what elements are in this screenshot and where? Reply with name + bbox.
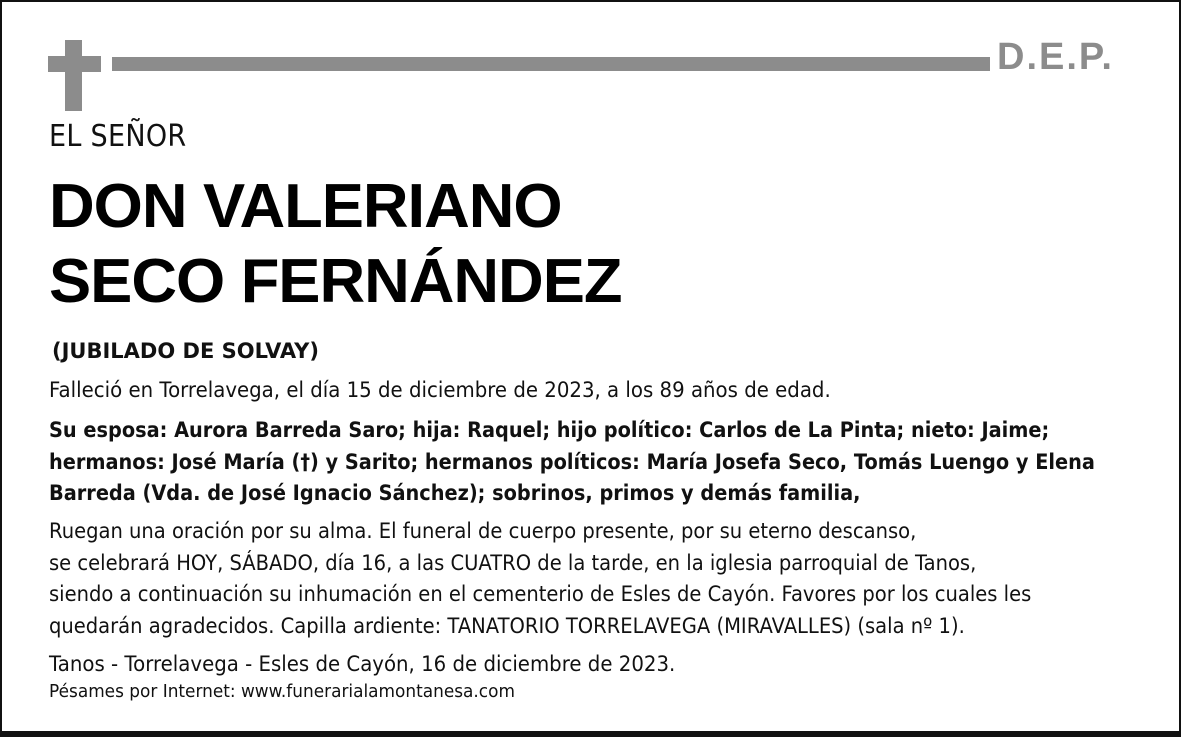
deceased-name-line-1: DON VALERIANO bbox=[49, 172, 562, 241]
family-line: Barreda (Vda. de José Ignacio Sánchez); sobrinos, primos y demás familia, bbox=[49, 481, 861, 505]
cross-icon bbox=[48, 40, 101, 111]
place-and-date: Tanos - Torrelavega - Esles de Cayón, 16 de diciembre de 2023. bbox=[49, 652, 676, 676]
deceased-name-line-2: SECO FERNÁNDEZ bbox=[49, 247, 622, 316]
family-line: Su esposa: Aurora Barreda Saro; hija: Raquel; hijo político: Carlos de La Pinta; nieto: Jaime; bbox=[49, 418, 1050, 442]
condolences-website: Pésames por Internet: www.funerarialamontanesa.com bbox=[49, 681, 515, 702]
service-details bbox=[49, 516, 1137, 642]
family-line: hermanos: José María (†) y Sarito; hermanos políticos: María Josefa Seco, Tomás Luengo y Elena bbox=[49, 449, 1095, 474]
service-line: siendo a continuación su inhumación en el cementerio de Esles de Cayón. Favores por los cuales les bbox=[49, 582, 1032, 606]
service-line: quedarán agradecidos. Capilla ardiente: TANATORIO TORRELAVEGA (MIRAVALLES) (sala nº 1). bbox=[49, 613, 965, 638]
honorific: EL SEÑOR bbox=[49, 119, 187, 154]
service-line: se celebrará HOY, SÁBADO, día 16, a las CUATRO de la tarde, en la iglesia parroquial de Tanos, bbox=[49, 550, 977, 575]
dep-label: D.E.P. bbox=[997, 36, 1114, 78]
occupation: (JUBILADO DE SOLVAY) bbox=[52, 339, 319, 363]
family-list bbox=[49, 415, 1107, 510]
death-details: Falleció en Torrelavega, el día 15 de diciembre de 2023, a los 89 años de edad. bbox=[49, 378, 831, 402]
service-line: Ruegan una oración por su alma. El funeral de cuerpo presente, por su eterno descanso, bbox=[49, 519, 917, 543]
header-rule bbox=[112, 57, 990, 71]
